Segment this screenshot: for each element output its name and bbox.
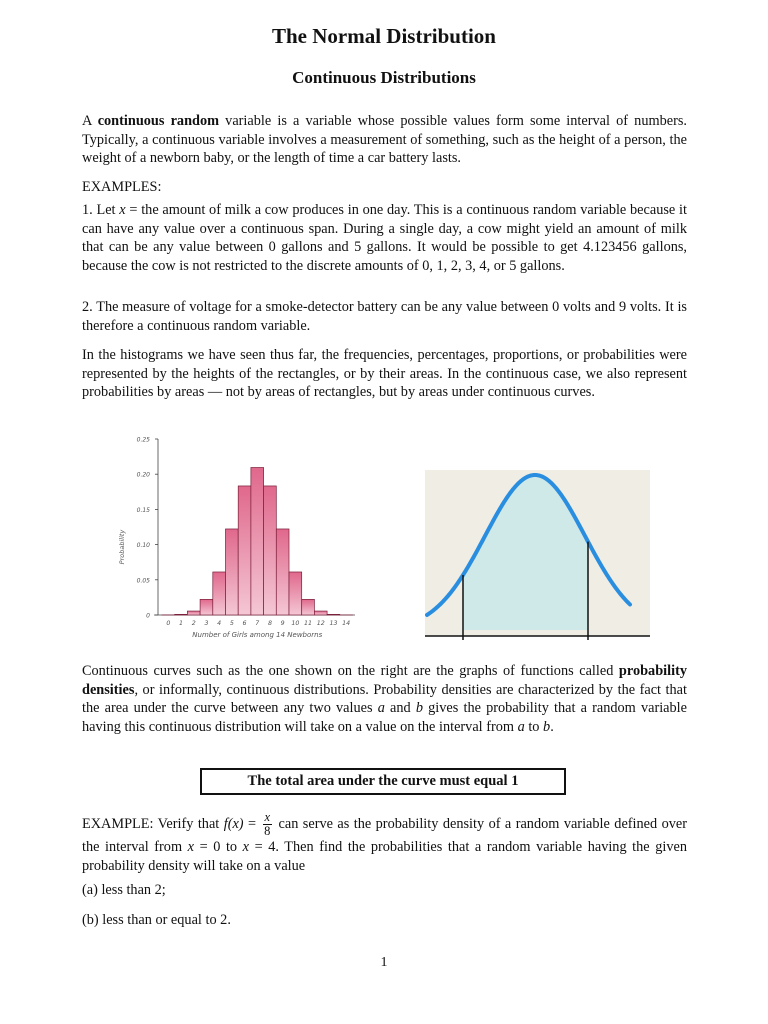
x-tick-label: 1 xyxy=(179,620,184,627)
var-a-2: a xyxy=(517,718,525,735)
fraction-numerator: x xyxy=(264,810,271,824)
verify-text-1: EXAMPLE: Verify that xyxy=(82,815,224,832)
histogram-bar xyxy=(175,614,188,615)
verify-text-4: = 4. Then find the probabilities that a random variable having the given probability density will take on a value xyxy=(82,839,687,874)
intro-text-start: A xyxy=(82,113,98,129)
x-tick-label: 10 xyxy=(291,620,300,627)
x-tick-label: 0 xyxy=(166,620,171,627)
x-tick-label: 4 xyxy=(217,620,222,627)
histogram-bar xyxy=(213,572,226,615)
x-axis-title: Number of Girls among 14 Newborns xyxy=(192,631,323,639)
example-1-lead: 1. Let xyxy=(82,202,120,218)
histogram-bar xyxy=(327,614,340,615)
fraction-denominator: 8 xyxy=(264,824,271,838)
densities-text-2: , or informally, continuous distributions. Probability densities are characterized by the fact that the area under the curve between any two values xyxy=(82,681,687,717)
histogram-bar xyxy=(289,572,302,615)
var-b-2: b xyxy=(543,718,551,735)
histogram-bar xyxy=(226,529,239,615)
histogram-paragraph: In the histograms we have seen thus far, the frequencies, percentages, proportions, or probabilities were represented by the heights of the rectangles, or by their areas. In the continuous case, we also represent probabilities by areas — not by areas of rectangles, but by areas under continuous curves. xyxy=(82,347,687,401)
densities-text-1: Continuous curves such as the one shown on the right are the graphs of functions called xyxy=(82,663,619,679)
x-tick-label: 8 xyxy=(267,620,272,627)
var-x-1: x xyxy=(187,839,195,855)
y-tick-label: 0.25 xyxy=(136,436,150,444)
x-tick-label: 2 xyxy=(191,620,196,627)
y-tick-label: 0.05 xyxy=(136,577,150,585)
example-1 xyxy=(82,201,687,275)
x-tick-label: 3 xyxy=(204,620,209,627)
histogram-bar xyxy=(314,611,327,615)
term-probability-densities: probability densities xyxy=(82,663,687,698)
densities-text-4: gives the probability that a random variable having this continuous distribution will take on a value on the interval from xyxy=(82,700,687,735)
term-continuous-random: continuous random xyxy=(97,113,220,129)
example-1-var: x xyxy=(119,202,126,218)
x-tick-label: 14 xyxy=(342,620,351,627)
y-tick-label: 0.20 xyxy=(136,471,150,479)
var-b: b xyxy=(415,700,423,717)
equals-sign: = xyxy=(243,815,261,832)
intro-paragraph xyxy=(82,112,687,168)
histogram-bar xyxy=(238,486,251,615)
histogram-bar xyxy=(200,599,213,615)
verify-text-3: = 0 to xyxy=(194,839,243,855)
page-number: 1 xyxy=(380,955,388,970)
intro-text-rest: variable is a variable whose possible values form some interval of numbers. Typically, a continuous variable involves a measurement of something, such as the height of a person, the weight of a newborn baby, or the length of time a car battery lasts. xyxy=(82,113,687,167)
y-tick-label: 0 xyxy=(146,612,150,620)
histogram-bar xyxy=(302,599,315,615)
x-tick-label: 5 xyxy=(229,620,234,627)
fraction-x-over-8 xyxy=(263,811,273,838)
y-tick-label: 0.10 xyxy=(136,542,150,550)
function-f: f(x) xyxy=(223,815,244,832)
densities-text-6: . xyxy=(550,718,554,735)
page-title: The Normal Distribution xyxy=(271,24,496,48)
section-heading: Continuous Distributions xyxy=(292,68,476,87)
y-tick-label: 0.15 xyxy=(136,506,150,514)
histogram-bar xyxy=(264,486,277,615)
x-tick-label: 13 xyxy=(329,620,338,627)
histogram-bar xyxy=(187,611,200,615)
histogram-bar xyxy=(276,529,289,615)
var-x-2: x xyxy=(242,839,250,855)
densities-text-5: to xyxy=(524,718,544,735)
histogram-chart xyxy=(110,430,355,645)
part-b: (b) less than or equal to 2. xyxy=(82,912,231,928)
example-verify xyxy=(82,811,687,875)
densities-text-3: and xyxy=(384,700,416,717)
example-2: 2. The measure of voltage for a smoke-detector battery can be any value between 0 volts and 9 volts. It is therefore a continuous random variable. xyxy=(82,299,687,334)
x-tick-label: 6 xyxy=(242,620,247,627)
x-tick-label: 7 xyxy=(255,620,260,627)
x-tick-label: 9 xyxy=(280,620,285,627)
y-axis-title: Probability xyxy=(118,529,126,565)
part-a: (a) less than 2; xyxy=(82,882,166,898)
var-a: a xyxy=(377,700,385,717)
example-1-body: = the amount of milk a cow produces in one day. This is a continuous random variable because it can have any value over a continuous span. During a single day, a cow might yield an amount of milk that can be any value between 0 gallons and 5 gallons. It would be possible to get 4.123456 gallons, because the cow is not restricted to the discrete amounts of 0, 1, 2, 3, 4, or 5 gallons. xyxy=(82,202,687,274)
x-tick-label: 11 xyxy=(304,620,313,627)
densities-paragraph xyxy=(82,662,687,736)
x-tick-label: 12 xyxy=(316,620,325,627)
verify-text-2: can serve as the probability density of a random variable defined over the interval from xyxy=(82,815,688,855)
normal-curve-chart xyxy=(425,470,650,642)
boxed-statement: The total area under the curve must equal 1 xyxy=(200,768,566,795)
examples-heading: EXAMPLES: xyxy=(82,179,162,195)
histogram-bar xyxy=(251,468,264,615)
